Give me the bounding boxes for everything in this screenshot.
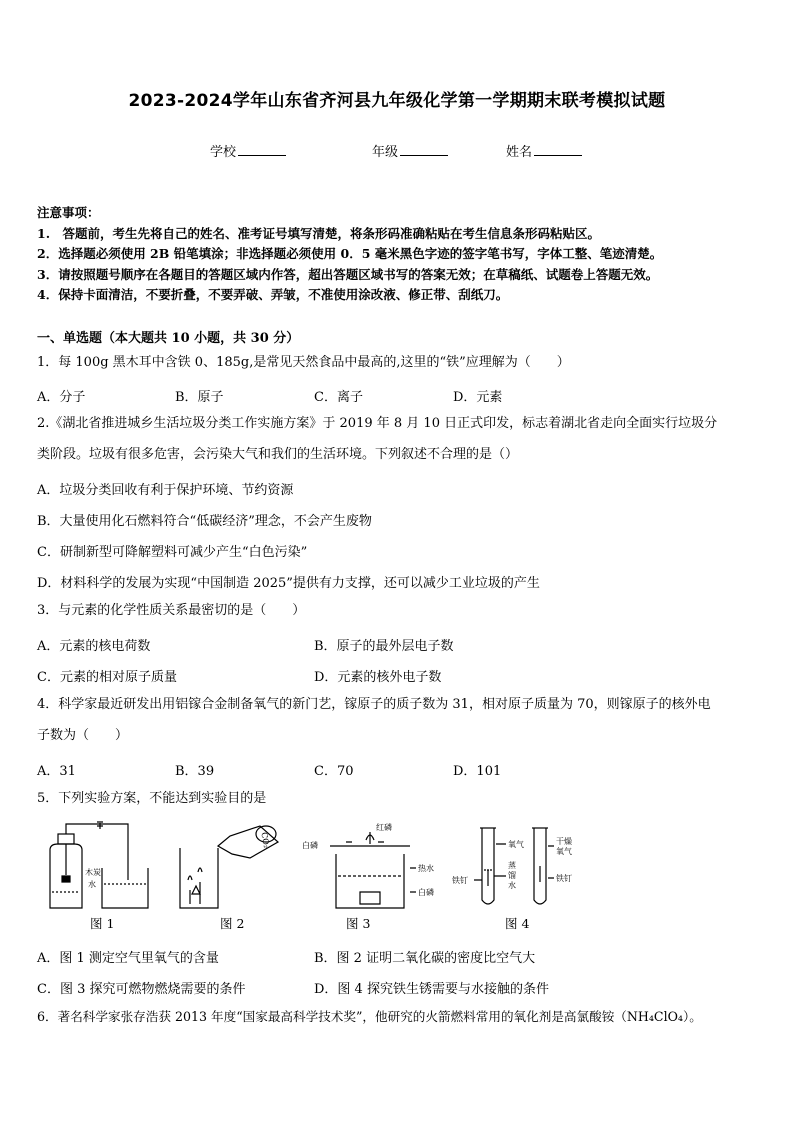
fig1-label-water: 水 — [88, 880, 96, 889]
q2-option-c[interactable]: C．研制新型可降解塑料可减少产生“白色污染” — [37, 545, 308, 560]
notes-item: 4．保持卡面清洁，不要折叠，不要弄破、弄皱，不准使用涂改液、修正带、刮纸刀。 — [37, 287, 509, 303]
q5-option-a[interactable]: A．图 1 测定空气里氧气的含量 — [37, 951, 219, 966]
q1-option-d[interactable]: D．元素 — [453, 390, 503, 405]
question-1-stem: 1．每 100g 黑木耳中含铁 0、185g,是常见天然食品中最高的,这里的“铁”应理解为（ ） — [37, 355, 570, 370]
figure-4-caption: 图 4 — [505, 916, 530, 931]
question-4-stem-line1: 4．科学家最近研发出用铝镓合金制备氧气的新门艺，镓原子的质子数为 31，相对原子质量为 70，则镓原子的核外电 — [37, 697, 711, 712]
section-heading: 一、单选题（本大题共 10 小题，共 30 分） — [37, 331, 300, 346]
q1-option-c[interactable]: C．离子 — [314, 390, 363, 405]
fig3-label-hot-water: 热水 — [418, 864, 434, 873]
figure-3-diagram — [300, 820, 450, 915]
q4-option-a[interactable]: A．31 — [37, 764, 76, 779]
question-6-stem: 6．著名科学家张存浩获 2013 年度“国家最高科学技术奖”，他研究的火箭燃料常用的氧化剂是高氯酸铵（NH₄ClO₄）。 — [37, 1009, 702, 1024]
fig4-label-nail-right: 铁钉 — [556, 874, 572, 883]
q3-option-a[interactable]: A．元素的核电荷数 — [37, 639, 151, 654]
notes-block — [37, 203, 767, 306]
name-field[interactable] — [506, 141, 582, 160]
q3-option-c[interactable]: C．元素的相对原子质量 — [37, 670, 177, 685]
school-field[interactable] — [210, 141, 286, 160]
figure-3-caption: 图 3 — [346, 916, 371, 931]
grade-field[interactable] — [372, 141, 448, 160]
q3-option-d[interactable]: D．元素的核外电子数 — [314, 670, 442, 685]
name-label: 姓名 — [506, 145, 533, 160]
q2-option-b[interactable]: B．大量使用化石燃料符合“低碳经济”理念，不会产生废物 — [37, 514, 372, 529]
q1-option-a[interactable]: A．分子 — [37, 390, 86, 405]
fig4-label-distilled-2: 馏 — [508, 871, 516, 880]
notes-heading: 注意事项： — [37, 205, 100, 220]
notes-item: 1. 答题前，考生先将自己的姓名、准考证号填写清楚，将条形码准确粘贴在考生信息条形码粘贴区。 — [37, 225, 601, 241]
question-5-stem: 5．下列实验方案，不能达到实验目的是 — [37, 791, 267, 806]
figure-4-diagram — [450, 820, 580, 915]
q4-option-c[interactable]: C．70 — [314, 764, 354, 779]
q2-option-a[interactable]: A．垃圾分类回收有利于保护环境、节约资源 — [37, 483, 294, 498]
q5-option-d[interactable]: D．图 4 探究铁生锈需要与水接触的条件 — [314, 982, 549, 997]
question-2-stem-line2: 类阶段。垃圾有很多危害，会污染大气和我们的生活环境。下列叙述不合理的是（） — [37, 447, 519, 462]
question-3-stem: 3．与元素的化学性质关系最密切的是（ ） — [37, 603, 306, 618]
fig4-label-oxygen-right: 氧气 — [556, 847, 572, 856]
figure-1-diagram — [40, 820, 160, 915]
q4-option-b[interactable]: B．39 — [175, 764, 215, 779]
fig4-label-distilled-3: 水 — [508, 881, 516, 890]
figure-1-caption: 图 1 — [90, 916, 115, 931]
fig3-label-red-phosphorus: 红磷 — [376, 823, 392, 832]
q2-option-d[interactable]: D．材料科学的发展为实现“中国制造 2025”提供有力支撑，还可以减少工业垃圾的产生 — [37, 576, 540, 591]
fig4-label-nail-left: 铁钉 — [452, 876, 468, 885]
experiment-figures — [40, 820, 580, 935]
q4-option-d[interactable]: D．101 — [453, 764, 502, 779]
notes-item: 3．请按照题号顺序在各题目的答题区域内作答，超出答题区域书写的答案无效；在草稿纸、试题卷上答题无效。 — [37, 266, 659, 282]
fig4-label-distilled-1: 蒸 — [508, 861, 516, 870]
page-title: 2023-2024学年山东省齐河县九年级化学第一学期期末联考模拟试题 — [128, 91, 666, 111]
q5-option-b[interactable]: B．图 2 证明二氧化碳的密度比空气大 — [314, 951, 536, 966]
fig1-label-charcoal: 木炭 — [85, 868, 101, 877]
q1-option-b[interactable]: B．原子 — [175, 390, 224, 405]
grade-label: 年级 — [372, 145, 399, 160]
fig4-label-dry: 干燥 — [556, 837, 572, 846]
fig3-label-white-phosphorus-bottom: 白磷 — [418, 888, 434, 897]
q3-option-b[interactable]: B．原子的最外层电子数 — [314, 639, 454, 654]
fig4-label-oxygen-left: 氧气 — [508, 840, 524, 849]
figure-2-diagram — [170, 820, 285, 915]
fig3-label-white-phosphorus-top: 白磷 — [302, 841, 318, 850]
figure-2-caption: 图 2 — [220, 916, 245, 931]
question-4-stem-line2: 子数为（ ） — [37, 728, 129, 743]
fig2-label-co2: CO₂ — [259, 831, 272, 849]
school-label: 学校 — [210, 145, 237, 160]
notes-item: 2．选择题必须使用 2B 铅笔填涂；非选择题必须使用 0．5 毫米黑色字迹的签字笔书写，字体工整、笔迹清楚。 — [37, 246, 663, 262]
q5-option-c[interactable]: C．图 3 探究可燃物燃烧需要的条件 — [37, 982, 246, 997]
question-2-stem-line1: 2.《湖北省推进城乡生活垃圾分类工作实施方案》于 2019 年 8 月 10 日正式印发，标志着湖北省走向全面实行垃圾分 — [37, 416, 718, 431]
